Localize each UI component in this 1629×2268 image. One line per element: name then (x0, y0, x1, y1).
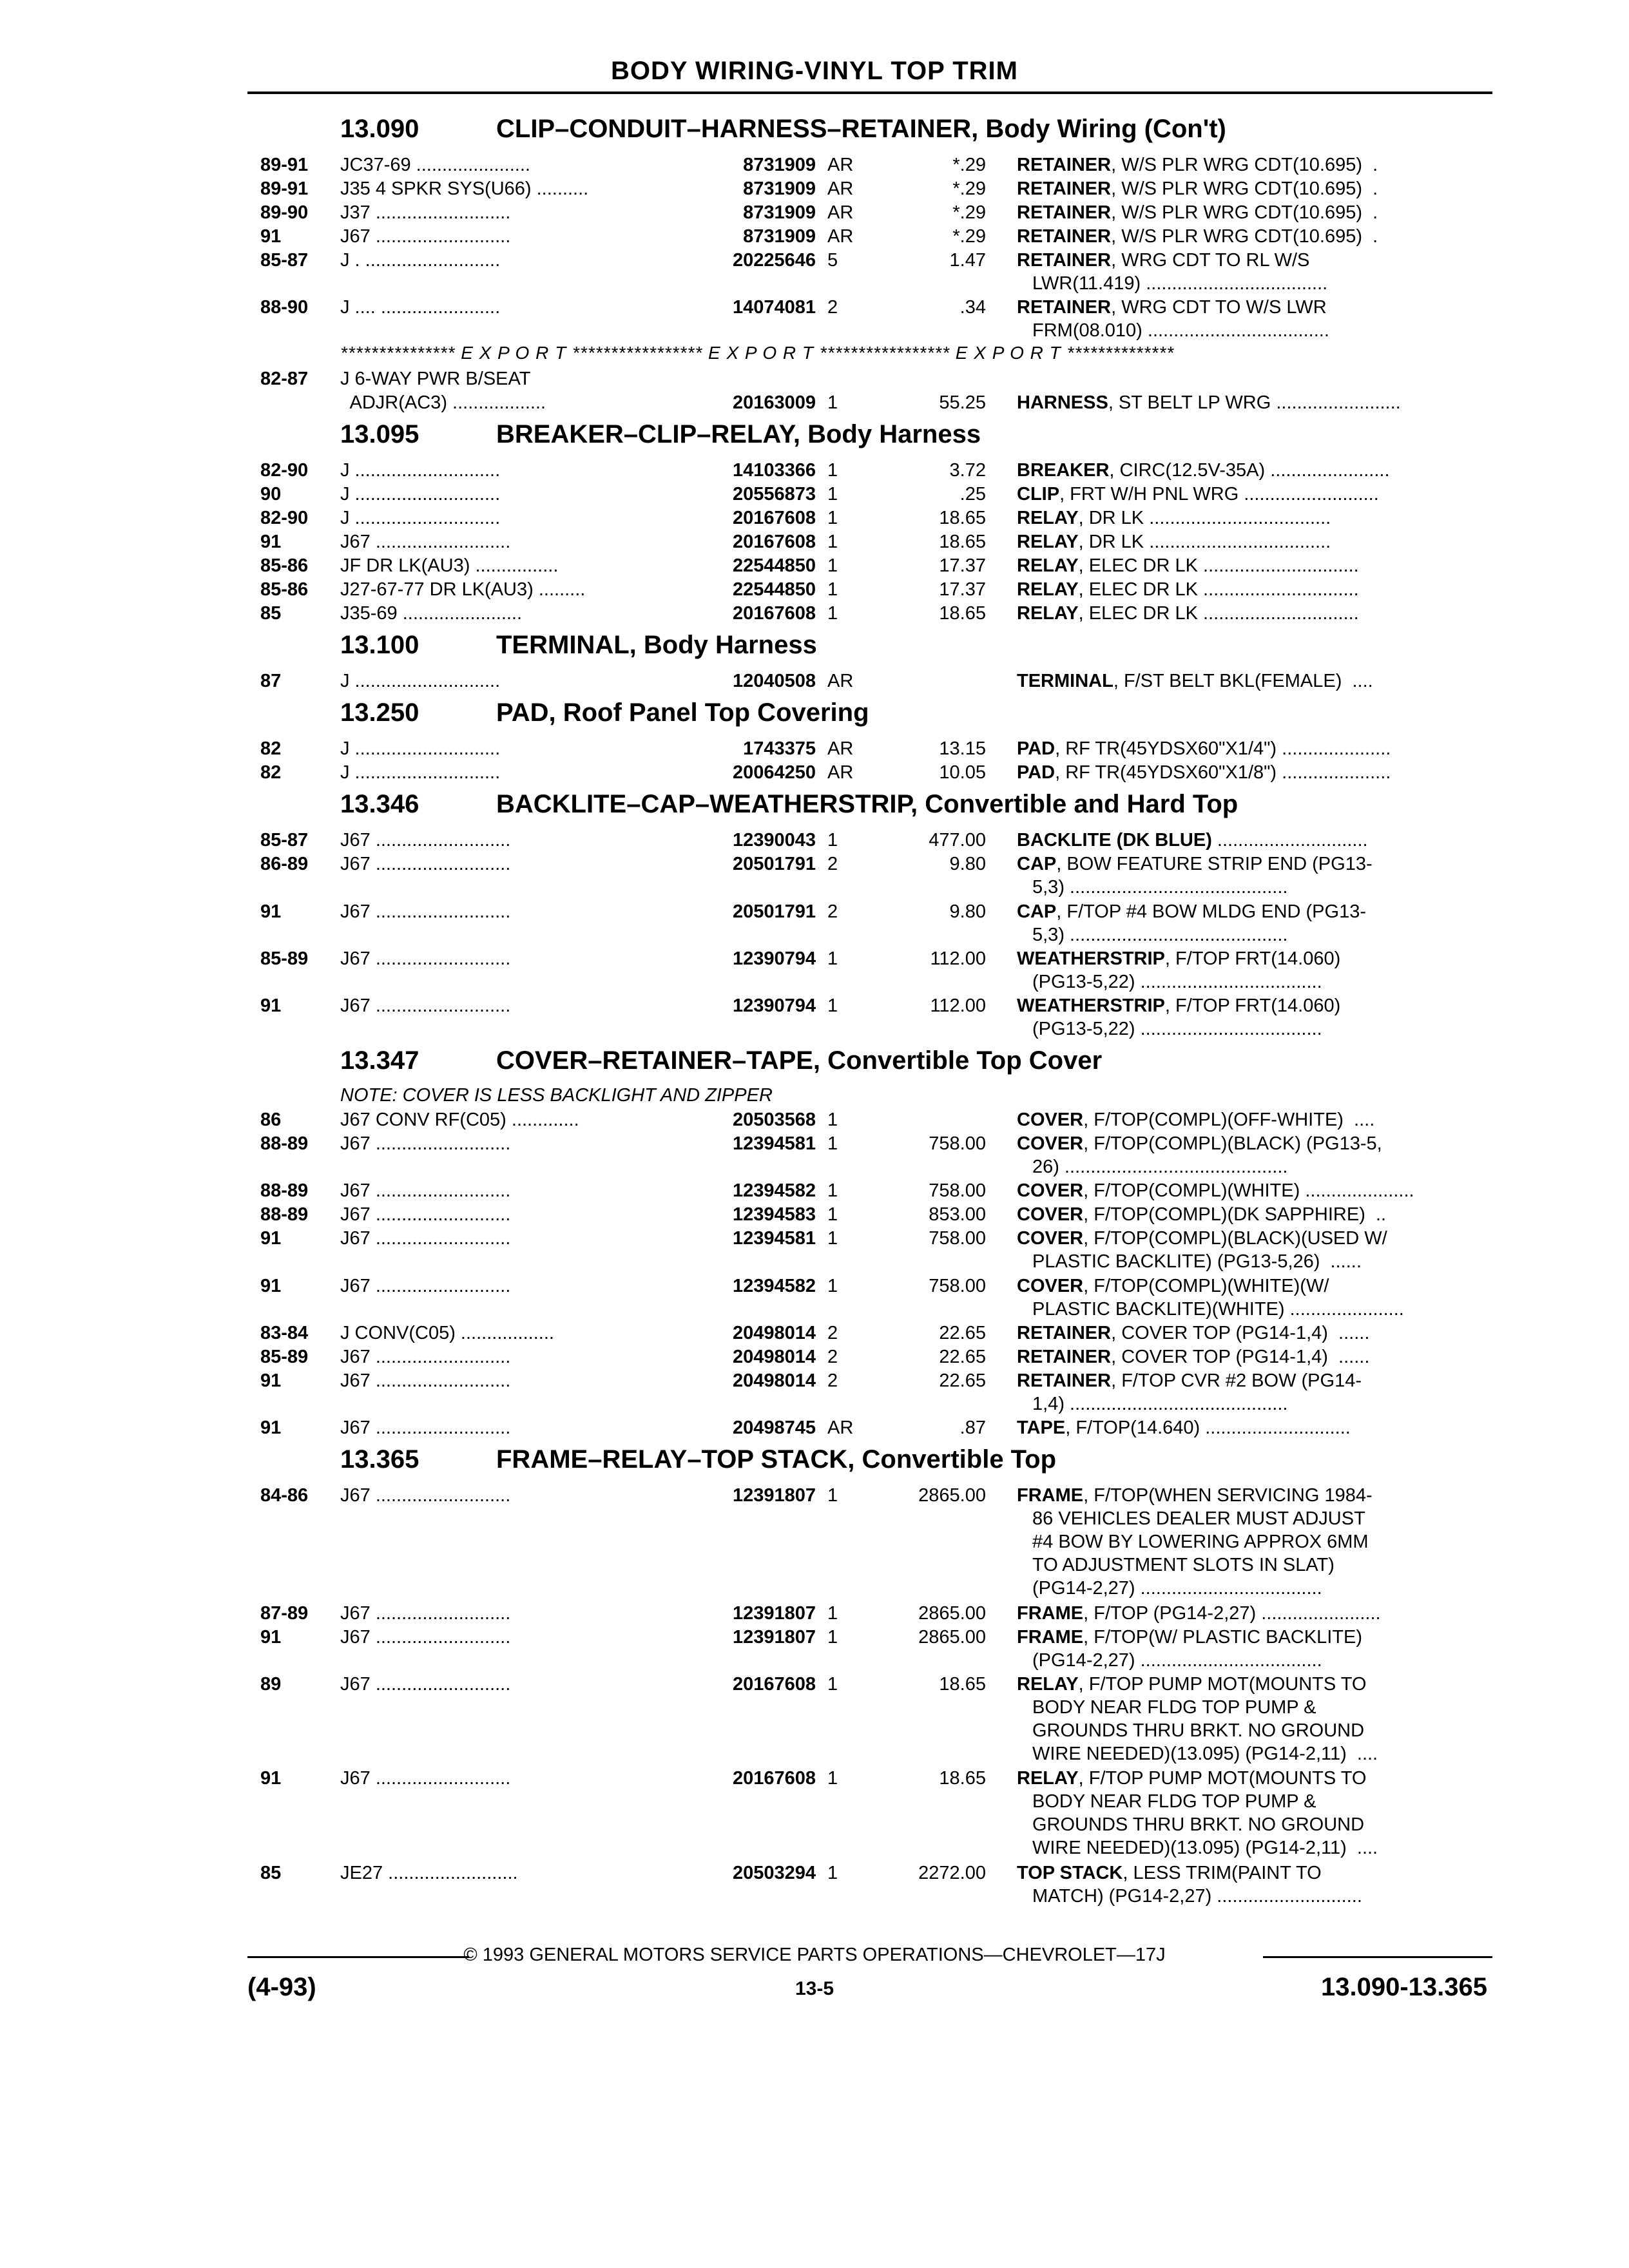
page-title: BODY WIRING-VINYL TOP TRIM (611, 57, 1018, 85)
year-range: 85-86 (260, 579, 309, 601)
price: 22.65 (939, 1370, 986, 1391)
model-code: J35-69 ....................... (340, 603, 523, 624)
footer-copyright: © 1993 GENERAL MOTORS SERVICE PARTS OPERATIONS—CHEVROLET—17J (463, 1945, 1166, 1965)
year-range: 85-89 (260, 948, 309, 969)
description: PAD, RF TR(45YDSX60"X1/8") ..................... (1017, 762, 1391, 783)
price: 758.00 (929, 1180, 986, 1202)
quantity: 1 (827, 555, 838, 577)
quantity: 1 (827, 995, 838, 1016)
price: 18.65 (939, 508, 986, 529)
model-code: J67 .......................... (340, 1275, 511, 1296)
price: *.29 (952, 155, 986, 175)
section-heading (0, 786, 1629, 829)
part-number: 12394581 (732, 1228, 816, 1249)
quantity: AR (827, 226, 854, 247)
part-number: 22544850 (732, 555, 816, 577)
price: 18.65 (939, 1674, 986, 1695)
section-title: CLIP–CONDUIT–HARNESS–RETAINER, Body Wiring (Con't) (496, 115, 1226, 143)
description: FRAME, F/TOP(WHEN SERVICING 1984- 86 VEHICLES DEALER MUST ADJUST #4 BOW BY LOWERING APPROX 6MM TO ADJUSTMENT SLOTS IN SLAT) (PG14-2,27) ................................... (1017, 1485, 1373, 1599)
model-code: J ............................ (340, 460, 501, 481)
description: COVER, F/TOP(COMPL)(OFF-WHITE) .... (1017, 1110, 1375, 1131)
model-code: J 6-WAY PWR B/SEAT (340, 369, 531, 390)
part-number: 14103366 (732, 460, 816, 481)
description: HARNESS, ST BELT LP WRG ........................ (1017, 392, 1401, 414)
parts-list (0, 110, 1629, 1908)
part-row (0, 1484, 1629, 1602)
quantity: 1 (827, 1768, 838, 1789)
model-code: ADJR(AC3) .................. (340, 392, 546, 414)
part-row (0, 1227, 1629, 1274)
part-row (0, 483, 1629, 506)
price: 112.00 (930, 995, 986, 1016)
model-code: J67 .......................... (340, 1485, 511, 1506)
model-code: J27-67-77 DR LK(AU3) ......... (340, 579, 586, 601)
description: COVER, F/TOP(COMPL)(DK SAPPHIRE) .. (1017, 1204, 1387, 1225)
year-range: 91 (260, 226, 282, 247)
section-title: PAD, Roof Panel Top Covering (496, 698, 869, 727)
part-number: 12390794 (732, 948, 816, 969)
year-range: 88-90 (260, 297, 309, 318)
quantity: AR (827, 762, 854, 783)
part-row (0, 602, 1629, 626)
model-code: J35 4 SPKR SYS(U66) .......... (340, 178, 589, 199)
quantity: AR (827, 178, 854, 199)
part-number: 8731909 (743, 178, 816, 199)
year-range: 85-87 (260, 830, 309, 851)
price: 477.00 (929, 830, 986, 851)
price: *.29 (952, 226, 986, 247)
part-number: 12394582 (732, 1180, 816, 1202)
section-number: 13.347 (340, 1046, 419, 1075)
price: 9.80 (949, 901, 986, 922)
year-range: 91 (260, 1370, 282, 1391)
part-number: 8731909 (743, 226, 816, 247)
part-number: 20556873 (732, 484, 816, 505)
footer-page-number: 13-5 (795, 1978, 834, 1999)
quantity: AR (827, 202, 854, 223)
part-row (0, 1108, 1629, 1132)
model-code: J .... ....................... (340, 297, 501, 318)
part-number: 20498014 (732, 1370, 816, 1391)
quantity: 1 (827, 1110, 838, 1131)
section-heading (0, 416, 1629, 459)
part-row (0, 900, 1629, 947)
section-heading (0, 1441, 1629, 1484)
quantity: 1 (827, 460, 838, 481)
year-range: 85 (260, 1862, 282, 1883)
part-row (0, 1179, 1629, 1203)
part-row (0, 201, 1629, 225)
description: RETAINER, W/S PLR WRG CDT(10.695) . (1017, 202, 1378, 223)
model-code: J ............................ (340, 671, 501, 692)
model-code: J67 .......................... (340, 1626, 511, 1648)
description: CAP, F/TOP #4 BOW MLDG END (PG13- 5,3) .......................................... (1017, 901, 1366, 945)
year-range: 88-89 (260, 1133, 309, 1155)
description: RELAY, F/TOP PUMP MOT(MOUNTS TO BODY NEAR FLDG TOP PUMP & GROUNDS THRU BRKT. NO GROUND WIRE NEEDED)(13.095) (PG14-2,11) .... (1017, 1674, 1378, 1765)
part-row (0, 1369, 1629, 1416)
model-code: J ............................ (340, 762, 501, 783)
description: RELAY, ELEC DR LK .............................. (1017, 579, 1359, 601)
year-range: 91 (260, 901, 282, 922)
quantity: 1 (827, 1180, 838, 1202)
quantity: 1 (827, 830, 838, 851)
description: RELAY, ELEC DR LK .............................. (1017, 603, 1359, 624)
model-code: J ............................ (340, 738, 501, 760)
quantity: 1 (827, 1602, 838, 1624)
part-row (0, 669, 1629, 693)
model-code: J ............................ (340, 484, 501, 505)
part-number: 20503294 (732, 1862, 816, 1883)
price: *.29 (952, 202, 986, 223)
year-range: 85-86 (260, 555, 309, 577)
price: 18.65 (939, 532, 986, 553)
price: 22.65 (939, 1346, 986, 1367)
year-range: 82-90 (260, 508, 309, 529)
part-number: 12394583 (732, 1204, 816, 1225)
part-row (0, 391, 1629, 415)
part-number: 8731909 (743, 155, 816, 175)
model-code: J67 .......................... (340, 532, 511, 553)
part-number: 20498745 (732, 1417, 816, 1438)
model-code: J67 .......................... (340, 854, 511, 875)
part-row (0, 1321, 1629, 1345)
part-number: 20225646 (732, 250, 816, 271)
quantity: 1 (827, 579, 838, 601)
part-number: 20167608 (732, 603, 816, 624)
part-row (0, 737, 1629, 761)
price: 17.37 (939, 555, 986, 577)
description: CLIP, FRT W/H PNL WRG .......................... (1017, 484, 1379, 505)
price: 758.00 (929, 1275, 986, 1296)
description: RELAY, ELEC DR LK .............................. (1017, 555, 1359, 577)
year-range: 91 (260, 1275, 282, 1296)
description: RELAY, DR LK ................................... (1017, 532, 1331, 553)
section-number: 13.100 (340, 631, 419, 660)
year-range: 88-89 (260, 1204, 309, 1225)
part-number: 12391807 (732, 1485, 816, 1506)
year-range: 88-89 (260, 1180, 309, 1202)
part-row (0, 1626, 1629, 1673)
model-code: J CONV(C05) .................. (340, 1322, 554, 1343)
description: RETAINER, W/S PLR WRG CDT(10.695) . (1017, 226, 1378, 247)
description: BREAKER, CIRC(12.5V-35A) ....................... (1017, 460, 1390, 481)
price: 2865.00 (918, 1626, 986, 1648)
description: RETAINER, WRG CDT TO W/S LWR FRM(08.010) ................................... (1017, 297, 1329, 341)
description: FRAME, F/TOP (PG14-2,27) ....................... (1017, 1602, 1381, 1624)
part-number: 22544850 (732, 579, 816, 601)
model-code: J67 .......................... (340, 1346, 511, 1367)
price: 3.72 (949, 460, 986, 481)
model-code: JC37-69 ...................... (340, 155, 530, 175)
quantity: 1 (827, 1133, 838, 1155)
part-number: 14074081 (732, 297, 816, 318)
part-row (0, 225, 1629, 249)
quantity: 1 (827, 1626, 838, 1648)
model-code: J67 .......................... (340, 830, 511, 851)
price: 10.05 (939, 762, 986, 783)
part-row (0, 1602, 1629, 1626)
price: 18.65 (939, 1768, 986, 1789)
part-row (0, 249, 1629, 296)
section-heading (0, 1043, 1629, 1085)
description: PAD, RF TR(45YDSX60"X1/4") ..................... (1017, 738, 1391, 760)
year-range: 90 (260, 484, 282, 505)
description: TERMINAL, F/ST BELT BKL(FEMALE) .... (1017, 671, 1373, 692)
price: .34 (959, 297, 986, 318)
price: 758.00 (929, 1133, 986, 1155)
year-range: 89 (260, 1674, 282, 1695)
description: TOP STACK, LESS TRIM(PAINT TO MATCH) (PG14-2,27) ............................ (1017, 1862, 1362, 1907)
part-number: 20498014 (732, 1346, 816, 1367)
price: 2865.00 (918, 1485, 986, 1506)
quantity: 1 (827, 1485, 838, 1506)
footer-date: (4-93) (247, 1973, 316, 2001)
part-number: 1743375 (743, 738, 816, 760)
description: COVER, F/TOP(COMPL)(WHITE)(W/ PLASTIC BACKLITE)(WHITE) ...................... (1017, 1275, 1404, 1320)
part-row (0, 177, 1629, 201)
year-range: 89-90 (260, 202, 309, 223)
part-row (0, 506, 1629, 530)
year-range: 87 (260, 671, 282, 692)
quantity: 1 (827, 1862, 838, 1883)
model-code: J67 .......................... (340, 226, 511, 247)
model-code: J67 .......................... (340, 901, 511, 922)
export-banner (0, 343, 1629, 367)
part-row (0, 296, 1629, 343)
part-row (0, 852, 1629, 899)
export-text: *************** E X P O R T ***************** E X P O R T ***************** E X P O R T ************** (340, 343, 1175, 363)
year-range: 89-91 (260, 155, 309, 175)
description: WEATHERSTRIP, F/TOP FRT(14.060) (PG13-5,22) ................................... (1017, 995, 1341, 1039)
part-row (0, 829, 1629, 852)
section-title: BREAKER–CLIP–RELAY, Body Harness (496, 420, 981, 449)
description: TAPE, F/TOP(14.640) ............................ (1017, 1417, 1351, 1438)
year-range: 82-87 (260, 369, 309, 390)
year-range: 91 (260, 532, 282, 553)
model-code: J67 .......................... (340, 995, 511, 1016)
part-row (0, 1416, 1629, 1440)
section-heading (0, 111, 1629, 153)
part-number: 8731909 (743, 202, 816, 223)
year-range: 91 (260, 995, 282, 1016)
model-code: JE27 ......................... (340, 1862, 518, 1883)
part-number: 20501791 (732, 901, 816, 922)
year-range: 83-84 (260, 1322, 309, 1343)
description: WEATHERSTRIP, F/TOP FRT(14.060) (PG13-5,22) ................................... (1017, 948, 1341, 992)
price: 18.65 (939, 603, 986, 624)
description: RETAINER, W/S PLR WRG CDT(10.695) . (1017, 178, 1378, 199)
price: 1.47 (949, 250, 986, 271)
quantity: AR (827, 155, 854, 175)
part-row (0, 153, 1629, 177)
quantity: 1 (827, 1674, 838, 1695)
part-number: 12394582 (732, 1275, 816, 1296)
footer-range: 13.090-13.365 (1320, 1973, 1487, 2001)
quantity: 2 (827, 901, 838, 922)
price: 2272.00 (918, 1862, 986, 1883)
section-title: COVER–RETAINER–TAPE, Convertible Top Cover (496, 1046, 1103, 1075)
price: 55.25 (939, 392, 986, 414)
price: 2865.00 (918, 1602, 986, 1624)
section-note (0, 1085, 1629, 1108)
part-number: 20503568 (732, 1110, 816, 1131)
part-row (0, 761, 1629, 785)
quantity: 1 (827, 948, 838, 969)
section-title: BACKLITE–CAP–WEATHERSTRIP, Convertible and Hard Top (496, 790, 1239, 819)
part-row (0, 1203, 1629, 1227)
year-range: 86 (260, 1110, 282, 1131)
model-code: J67 .......................... (340, 1228, 511, 1249)
quantity: 1 (827, 603, 838, 624)
year-range: 89-91 (260, 178, 309, 199)
quantity: AR (827, 671, 854, 692)
part-row (0, 947, 1629, 994)
section-heading (0, 695, 1629, 737)
quantity: 1 (827, 392, 838, 414)
quantity: AR (827, 1417, 854, 1438)
model-code: J67 .......................... (340, 1674, 511, 1695)
part-number: 20163009 (732, 392, 816, 414)
section-title: TERMINAL, Body Harness (496, 631, 817, 660)
part-row (0, 530, 1629, 554)
part-number: 20167608 (732, 508, 816, 529)
year-range: 85-89 (260, 1346, 309, 1367)
year-range: 84-86 (260, 1485, 309, 1506)
part-row (0, 994, 1629, 1041)
description: FRAME, F/TOP(W/ PLASTIC BACKLITE) (PG14-2,27) ................................... (1017, 1626, 1363, 1671)
model-code: J67 .......................... (340, 1133, 511, 1155)
description: RETAINER, F/TOP CVR #2 BOW (PG14- 1,4) .......................................... (1017, 1370, 1362, 1414)
section-number: 13.346 (340, 790, 419, 819)
price: 13.15 (939, 738, 986, 760)
year-range: 86-89 (260, 854, 309, 875)
part-number: 20501791 (732, 854, 816, 875)
description: RETAINER, WRG CDT TO RL W/S LWR(11.419) ................................... (1017, 250, 1328, 294)
section-number: 13.090 (340, 115, 419, 143)
model-code: J67 .......................... (340, 1417, 511, 1438)
quantity: 2 (827, 297, 838, 318)
quantity: 1 (827, 508, 838, 529)
part-number: 12390043 (732, 830, 816, 851)
year-range: 91 (260, 1768, 282, 1789)
quantity: 1 (827, 1204, 838, 1225)
model-code: J ............................ (340, 508, 501, 529)
year-range: 82 (260, 762, 282, 783)
part-number: 20064250 (732, 762, 816, 783)
price: *.29 (952, 178, 986, 199)
price: .87 (959, 1417, 986, 1438)
price: 758.00 (929, 1228, 986, 1249)
quantity: AR (827, 738, 854, 760)
quantity: 2 (827, 854, 838, 875)
part-row (0, 1861, 1629, 1908)
description: RELAY, F/TOP PUMP MOT(MOUNTS TO BODY NEAR FLDG TOP PUMP & GROUNDS THRU BRKT. NO GROUND WIRE NEEDED)(13.095) (PG14-2,11) .... (1017, 1768, 1378, 1859)
quantity: 2 (827, 1346, 838, 1367)
year-range: 91 (260, 1417, 282, 1438)
part-row (0, 367, 1629, 391)
quantity: 1 (827, 532, 838, 553)
section-number: 13.365 (340, 1445, 419, 1474)
model-code: J . .......................... (340, 250, 501, 271)
model-code: J67 .......................... (340, 1602, 511, 1624)
price: 853.00 (929, 1204, 986, 1225)
year-range: 91 (260, 1228, 282, 1249)
quantity: 1 (827, 484, 838, 505)
note-text: NOTE: COVER IS LESS BACKLIGHT AND ZIPPER (340, 1085, 773, 1106)
part-row (0, 1132, 1629, 1179)
section-title: FRAME–RELAY–TOP STACK, Convertible Top (496, 1445, 1057, 1474)
model-code: J67 CONV RF(C05) ............. (340, 1110, 579, 1131)
part-number: 20498014 (732, 1322, 816, 1343)
quantity: 2 (827, 1322, 838, 1343)
model-code: J67 .......................... (340, 1180, 511, 1202)
description: RETAINER, COVER TOP (PG14-1,4) ...... (1017, 1322, 1370, 1343)
model-code: J67 .......................... (340, 1204, 511, 1225)
part-row (0, 1673, 1629, 1767)
description: RETAINER, COVER TOP (PG14-1,4) ...... (1017, 1346, 1370, 1367)
part-number: 20167608 (732, 532, 816, 553)
year-range: 85-87 (260, 250, 309, 271)
part-number: 12391807 (732, 1626, 816, 1648)
year-range: 91 (260, 1626, 282, 1648)
part-row (0, 1767, 1629, 1861)
year-range: 85 (260, 603, 282, 624)
price: 112.00 (930, 948, 986, 969)
model-code: J37 .......................... (340, 202, 511, 223)
quantity: 1 (827, 1228, 838, 1249)
part-number: 12394581 (732, 1133, 816, 1155)
year-range: 87-89 (260, 1602, 309, 1624)
part-row (0, 459, 1629, 483)
part-number: 12040508 (732, 671, 816, 692)
header-rule (247, 91, 1492, 94)
description: RELAY, DR LK ................................... (1017, 508, 1331, 529)
model-code: J67 .......................... (340, 1768, 511, 1789)
description: COVER, F/TOP(COMPL)(BLACK) (PG13-5, 26) ........................................... (1017, 1133, 1382, 1178)
part-number: 20167608 (732, 1674, 816, 1695)
model-code: J67 .......................... (340, 1370, 511, 1391)
section-number: 13.095 (340, 420, 419, 449)
description: RETAINER, W/S PLR WRG CDT(10.695) . (1017, 155, 1378, 175)
description: BACKLITE (DK BLUE) ............................. (1017, 830, 1368, 851)
year-range: 82 (260, 738, 282, 760)
part-number: 12391807 (732, 1602, 816, 1624)
quantity: 2 (827, 1370, 838, 1391)
model-code: J67 .......................... (340, 948, 511, 969)
quantity: 5 (827, 250, 838, 271)
section-heading (0, 627, 1629, 669)
description: COVER, F/TOP(COMPL)(BLACK)(USED W/ PLASTIC BACKLITE) (PG13-5,26) ...... (1017, 1228, 1387, 1273)
price: 22.65 (939, 1322, 986, 1343)
part-number: 20167608 (732, 1768, 816, 1789)
part-number: 12390794 (732, 995, 816, 1016)
part-row (0, 1345, 1629, 1369)
model-code: JF DR LK(AU3) ................ (340, 555, 559, 577)
part-row (0, 1274, 1629, 1321)
price: 9.80 (949, 854, 986, 875)
quantity: 1 (827, 1275, 838, 1296)
price: 17.37 (939, 579, 986, 601)
description: CAP, BOW FEATURE STRIP END (PG13- 5,3) .......................................... (1017, 854, 1373, 898)
part-row (0, 554, 1629, 578)
price: .25 (959, 484, 986, 505)
section-number: 13.250 (340, 698, 419, 727)
part-row (0, 578, 1629, 602)
description: COVER, F/TOP(COMPL)(WHITE) ..................... (1017, 1180, 1414, 1202)
year-range: 82-90 (260, 460, 309, 481)
